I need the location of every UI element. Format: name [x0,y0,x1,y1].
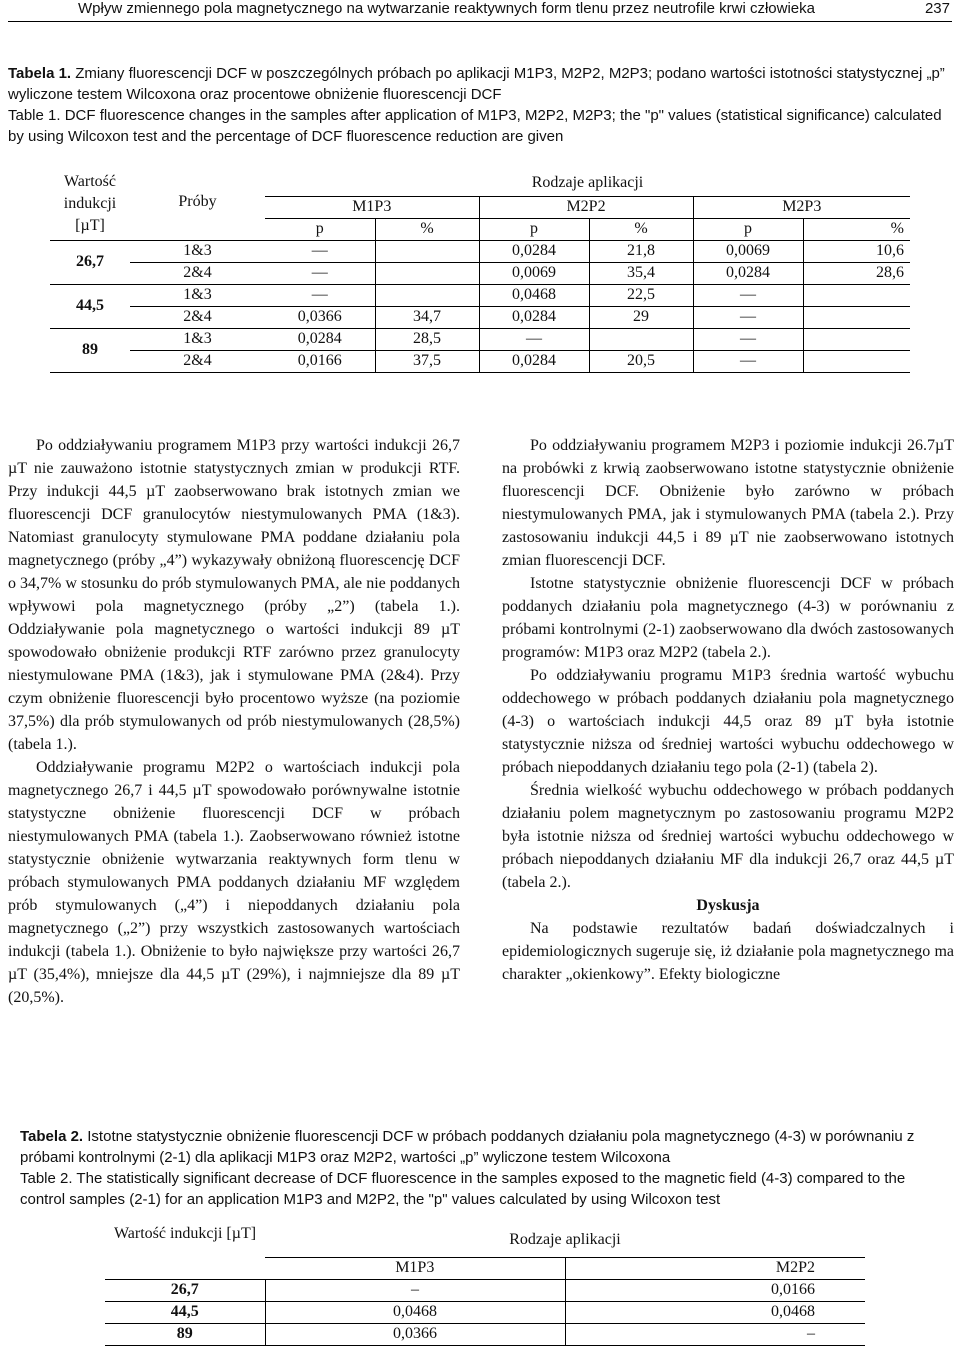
t1-cell: — [693,328,803,350]
t2-header-apps: Rodzaje aplikacji [265,1223,865,1257]
t2-cell: 0,0468 [771,1303,815,1320]
t1-sample: 2&4 [183,308,212,325]
body-paragraph: Po oddziaływaniu programem M1P3 przy wartości indukcji 26,7 µT nie zauważono istotnie statystycznych zmian w produkcji RTF. Przy indukcji 44,5 µT zaobserwowano brak istotnych zmian we fluorescencji DCF granulocytów niestymulowanych PMA (1&3). Natomiast granulocyty stymulowane PMA poddane działaniu pola magnetycznego (próby „4”) wykazywały obniżoną fluorescencję DCF o 34,7% w stosunku do prób stymulowanych PMA, ale nie poddanych wpływowi pola magnetycznego (próby „2”) (tabela 1.). Oddziaływanie pola magnetycznego o wartości indukcji 89 µT spowodowało obniżenie produkcji RTF zarówno przez granulocyty niestymulowane PMA (1&3), jak i stymulowane PMA (2&4). Przy czym obniżenie fluorescencji było procentowo wyższe (na poziomie 37,5%) dla prób stymulowanych od prób niestymulowanych (28,5%) (tabela 1.). [8,437,460,753]
t1-cell: 35,4 [589,262,693,284]
body-paragraph: Oddziaływanie programu M2P2 o wartościach indukcji pola magnetycznego 26,7 i 44,5 µT spowodowało porównywalne istotnie statystyczne obniżenie fluorescencji DCF w próbach niestymulowanych PMA (tabela 1.). Zaobserwowano również istotne statystycznie obniżenie wytwarzania reaktywnych form tlenu w próbach stymulowanych PMA poddanych działaniu MF względem prób stymulowanych („4”) i niepoddanych działaniu pola magnetycznego („2”) przy wszystkich zastosowanych wartościach indukcji (tabela 1.). Obniżenie to było największe przy wartości 26,7 µT (35,4%), mniejsze dla 44,5 µT (29%), i najmniejsze dla 89 µT (20,5%). [8,759,460,1006]
t1-cell: 21,8 [589,240,693,262]
t1-sub-pct: % [890,220,904,237]
t2-cell: – [265,1279,565,1301]
t1-cell: 28,5 [375,328,479,350]
table2-caption-en: Table 2. The statistically significant decrease of DCF fluorescence in the samples exposed to the magnetic field (4-3) compared to the control samples (2-1) for an application M1P3 and M2P2, the "p" values calculated by using Wilcoxon test [20,1170,906,1208]
t1-sub-p: p [479,218,589,240]
t1-app-m2p3: M2P3 [693,196,910,218]
t1-cell: 10,6 [876,242,904,259]
body-paragraph: Po oddziaływaniu programem M2P3 i poziomie indukcji 26.7µT na probówki z krwią zaobserwowano istotne statystycznie obniżenie fluorescencji DCF. Obniżenie było zarówno w próbach niestymulowanych PMA, jak i stymulowanych PMA (tabela 2.). Przy zastosowaniu indukcji 44,5 i 89 µT nie zaobserwowano istotnych zmian fluorescencji DCF. [502,437,954,569]
t2-app-m1p3: M1P3 [265,1257,565,1279]
t1-sample: 1&3 [183,330,212,347]
t1-sample: 1&3 [183,242,212,259]
t2-induction-value: 89 [105,1323,265,1345]
t1-cell: — [693,350,803,372]
t1-cell [589,328,693,350]
t1-induction-value: 89 [50,328,130,372]
running-header [0,0,960,28]
t1-cell [803,350,910,372]
t1-cell: 29 [589,306,693,328]
body-paragraph: Na podstawie rezultatów badań doświadczalnych i epidemiologicznych sugeruje się, iż działanie pola magnetycznego ma charakter „okienkowy”. Efekty biologiczne [502,920,954,983]
t1-sub-pct: % [375,218,479,240]
t1-cell: — [479,328,589,350]
t1-cell: 22,5 [589,284,693,306]
t1-sample: 1&3 [183,286,212,303]
t1-sample: 2&4 [183,352,212,369]
t1-cell: 28,6 [876,264,904,281]
t1-cell: 0,0284 [693,262,803,284]
t1-cell [803,284,910,306]
body-paragraph: Średnia wielkość wybuchu oddechowego w próbach poddanych działaniu polem magnetycznym po zastosowaniu programu M2P2 była istotnie niższa od średniej wartości wybuchu oddechowego w próbach niepoddanych działaniu MF dla indukcji 26,7 oraz 44,5 µT (tabela 2.). [502,782,954,891]
t1-sub-p: p [693,218,803,240]
table1-caption-pl [8,63,952,105]
t1-app-m2p2: M2P2 [479,196,693,218]
t1-cell: 34,7 [375,306,479,328]
t1-cell [803,306,910,328]
running-title: Wpływ zmiennego pola magnetycznego na wytwarzanie reaktywnych form tlenu przez neutrofile krwi człowieka [78,0,815,17]
t1-cell: — [693,306,803,328]
t1-cell: — [265,262,375,284]
section-title: Dyskusja [696,897,760,914]
t1-cell: 37,5 [375,350,479,372]
table2 [105,1223,865,1346]
body-paragraph: Istotne statystycznie obniżenie fluorescencji DCF w próbach poddanych działaniu pola magnetycznego (4-3) w porównaniu z próbami kontrolnymi (2-1) zaobserwowano dla dwóch zastosowanych programów: M1P3 oraz M2P2 (tabela 2.). [502,575,954,661]
t1-induction-value: 44,5 [50,284,130,328]
t1-cell: 0,0284 [479,240,589,262]
t1-sub-pct: % [589,218,693,240]
t2-app-m2p2: M2P2 [775,1259,815,1276]
t2-cell: 0,0366 [265,1323,565,1345]
t1-cell: — [693,284,803,306]
t2-induction-value: 44,5 [105,1301,265,1323]
header-rule [8,21,952,22]
table2-caption-pl-text: Istotne statystycznie obniżenie fluorescencji DCF w próbach poddanych działaniu pola magnetycznego (4-3) w porównaniu z próbami kontrolnymi (2-1) dla aplikacji M1P3 oraz M2P2, wartości „p” wyliczone testem Wilcoxona [20,1128,915,1166]
t1-cell: — [265,284,375,306]
t1-cell: 0,0069 [479,262,589,284]
t1-cell: 0,0468 [479,284,589,306]
t1-sample: 2&4 [183,264,212,281]
t1-app-m1p3: M1P3 [265,196,479,218]
table2-caption [8,1126,952,1210]
table1-caption-en: Table 1. DCF fluorescence changes in the samples after application of M1P3, M2P2, M2P3; the "p" values (statistical significance) calculated by using Wilcoxon test and the percentage of DCF fluorescence reduction are given [8,107,942,145]
t1-cell: 0,0366 [265,306,375,328]
t2-cell: – [807,1325,815,1342]
t2-cell: 0,0468 [265,1301,565,1323]
t1-induction-value: 26,7 [50,240,130,284]
table2-label: Tabela 2. [20,1128,84,1145]
t1-cell: — [265,240,375,262]
t1-cell [803,328,910,350]
right-column [502,434,954,986]
t1-header-samples: Próby [178,193,217,210]
table1-caption [8,63,952,147]
t1-cell: 0,0284 [265,328,375,350]
t1-header-induction: Wartość indukcji [µT] [63,173,117,234]
body-paragraph: Po oddziaływaniu programu M1P3 średnia wartość wybuchu oddechowego w próbach poddanych działaniu pola magnetycznego (4-3) o wartościach indukcji 44,5 oraz 89 µT była istotnie statystycznie niższa od średniej wartości wybuchu oddechowego w próbach niepoddanych działaniu tego pola (2-1) (tabela 2). [502,667,954,776]
t2-cell: 0,0166 [771,1281,815,1298]
t1-cell: 0,0166 [265,350,375,372]
page-number: 237 [924,0,950,17]
t1-cell [375,240,479,262]
t1-cell: 0,0069 [693,240,803,262]
t1-cell: 20,5 [589,350,693,372]
table2-caption-pl [8,1126,952,1168]
table1 [50,171,910,373]
t1-cell: 0,0284 [479,350,589,372]
t2-induction-value: 26,7 [105,1279,265,1301]
left-column [8,434,460,1009]
t1-sub-p: p [265,218,375,240]
table1-caption-pl-text: Zmiany fluorescencji DCF w poszczególnych próbach po aplikacji M1P3, M2P2, M2P3; podano wartości istotności statystycznej „p” wyliczone testem Wilcoxona oraz procentowe obniżenie fluorescencji DCF [8,65,945,103]
t1-cell: 0,0284 [479,306,589,328]
table1-label: Tabela 1. [8,65,72,82]
t1-cell [375,262,479,284]
t1-header-apps: Rodzaje aplikacji [265,171,910,196]
t2-header-induction: Wartość indukcji [µT] [113,1225,257,1242]
t1-cell [375,284,479,306]
